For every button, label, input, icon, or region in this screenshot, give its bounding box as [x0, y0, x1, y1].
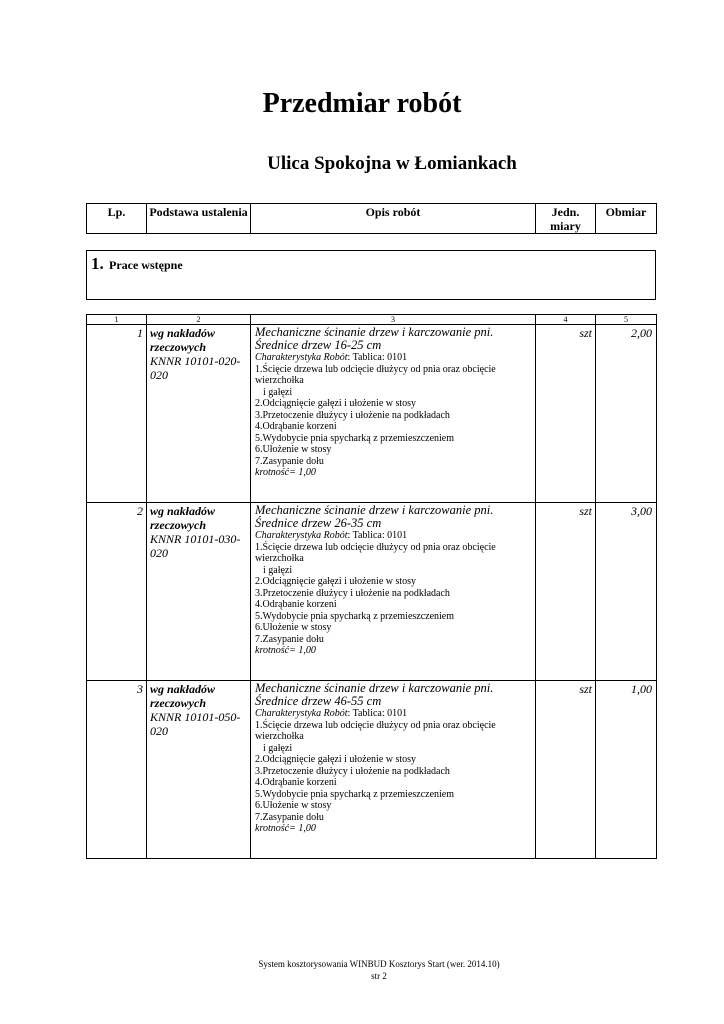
- work-step: 6.Ułożenie w stosy: [255, 444, 332, 455]
- page-title: Przedmiar robót: [262, 88, 462, 119]
- characteristics-value: : Tablica: 0101: [347, 352, 408, 363]
- work-step: 3.Przetoczenie dłużycy i ułożenie na podkładach: [255, 409, 450, 421]
- work-step: i gałęzi: [263, 564, 293, 576]
- work-step: 7.Zasypanie dołu: [255, 455, 324, 467]
- item-basis: [147, 325, 251, 503]
- work-step: 4.Odrąbanie korzeni: [255, 599, 337, 610]
- item-quantity: 1,00: [596, 681, 657, 859]
- work-step: 1.Ścięcie drzewa lub odcięcie dłużycy od pnia oraz obcięcie wierzchołka: [255, 541, 496, 564]
- basis-type: wg nakładów rzeczowych: [150, 682, 216, 710]
- item-lp: 3: [87, 681, 147, 859]
- item-unit: szt: [536, 681, 596, 859]
- characteristics-label: Charakterystyka Robót: [255, 530, 348, 541]
- work-step: 1.Ścięcie drzewa lub odcięcie dłużycy od pnia oraz obcięcie wierzchołka: [255, 719, 496, 742]
- column-number: 3: [251, 315, 536, 325]
- work-step: 5.Wydobycie pnia spycharką z przemieszczeniem: [255, 610, 455, 622]
- table-row: [87, 681, 657, 859]
- work-step: 2.Odciągnięcie gałęzi i ułożenie w stosy: [255, 398, 417, 409]
- item-characteristics: [255, 530, 532, 542]
- header-basis: Podstawa ustalenia: [147, 204, 251, 234]
- item-multiplier: krotność= 1,00: [255, 645, 316, 656]
- work-step: 4.Odrąbanie korzeni: [255, 777, 337, 788]
- characteristics-label: Charakterystyka Robót: [255, 352, 348, 363]
- section-number: 1.: [91, 254, 104, 273]
- item-description: [251, 325, 536, 503]
- basis-type: wg nakładów rzeczowych: [150, 504, 216, 532]
- item-description: [251, 503, 536, 681]
- item-quantity: 3,00: [596, 503, 657, 681]
- basis-code: KNNR 10101-020-020: [150, 354, 241, 382]
- header-description: Opis robót: [251, 204, 536, 234]
- characteristics-label: Charakterystyka Robót: [255, 708, 348, 719]
- characteristics-value: : Tablica: 0101: [347, 708, 408, 719]
- item-title: Mechaniczne ścinanie drzew i karczowanie pni. Średnice drzew 46-55 cm: [255, 681, 494, 708]
- item-unit: szt: [536, 503, 596, 681]
- item-description: [251, 681, 536, 859]
- section-name: Prace wstępne: [109, 258, 183, 272]
- basis-code: KNNR 10101-030-020: [150, 532, 241, 560]
- column-number: 4: [536, 315, 596, 325]
- work-step: 2.Odciągnięcie gałęzi i ułożenie w stosy: [255, 754, 417, 765]
- work-step: 5.Wydobycie pnia spycharką z przemieszczeniem: [255, 432, 455, 444]
- item-characteristics: [255, 708, 532, 720]
- item-lp: 2: [87, 503, 147, 681]
- header-unit: Jedn. miary: [536, 204, 596, 234]
- column-number: 1: [87, 315, 147, 325]
- characteristics-value: : Tablica: 0101: [347, 530, 408, 541]
- basis-type: wg nakładów rzeczowych: [150, 326, 216, 354]
- header-quantity: Obmiar: [596, 204, 657, 234]
- work-step: 6.Ułożenie w stosy: [255, 622, 332, 633]
- item-lp: 1: [87, 325, 147, 503]
- footer-page-number: str 2: [371, 971, 387, 981]
- column-number-row: [87, 315, 657, 325]
- section-heading: [86, 250, 656, 300]
- item-title: Mechaniczne ścinanie drzew i karczowanie pni. Średnice drzew 26-35 cm: [255, 503, 494, 530]
- work-step: 7.Zasypanie dołu: [255, 633, 324, 645]
- items-table: [86, 314, 657, 859]
- work-step: 3.Przetoczenie dłużycy i ułożenie na podkładach: [255, 587, 450, 599]
- footer-software: System kosztorysowania WINBUD Kosztorys Start (wer. 2014.10): [258, 959, 500, 969]
- page-subtitle: Ulica Spokojna w Łomiankach: [267, 153, 517, 174]
- work-step: i gałęzi: [263, 386, 293, 398]
- work-step: 1.Ścięcie drzewa lub odcięcie dłużycy od pnia oraz obcięcie wierzchołka: [255, 363, 496, 386]
- work-step: 3.Przetoczenie dłużycy i ułożenie na podkładach: [255, 765, 450, 777]
- item-characteristics: [255, 352, 532, 364]
- work-step: 4.Odrąbanie korzeni: [255, 421, 337, 432]
- table-row: [87, 503, 657, 681]
- item-quantity: 2,00: [596, 325, 657, 503]
- header-lp: Lp.: [87, 204, 147, 234]
- work-step: 6.Ułożenie w stosy: [255, 800, 332, 811]
- item-basis: [147, 503, 251, 681]
- item-unit: szt: [536, 325, 596, 503]
- table-row: [87, 325, 657, 503]
- item-multiplier: krotność= 1,00: [255, 467, 316, 478]
- item-title: Mechaniczne ścinanie drzew i karczowanie pni. Średnice drzew 16-25 cm: [255, 325, 494, 352]
- column-header-table: [86, 203, 657, 234]
- page-footer: [0, 958, 724, 982]
- column-number: 5: [596, 315, 657, 325]
- work-step: i gałęzi: [263, 742, 293, 754]
- item-multiplier: krotność= 1,00: [255, 823, 316, 834]
- column-number: 2: [147, 315, 251, 325]
- basis-code: KNNR 10101-050-020: [150, 710, 241, 738]
- work-step: 7.Zasypanie dołu: [255, 811, 324, 823]
- work-step: 5.Wydobycie pnia spycharką z przemieszczeniem: [255, 788, 455, 800]
- item-basis: [147, 681, 251, 859]
- work-step: 2.Odciągnięcie gałęzi i ułożenie w stosy: [255, 576, 417, 587]
